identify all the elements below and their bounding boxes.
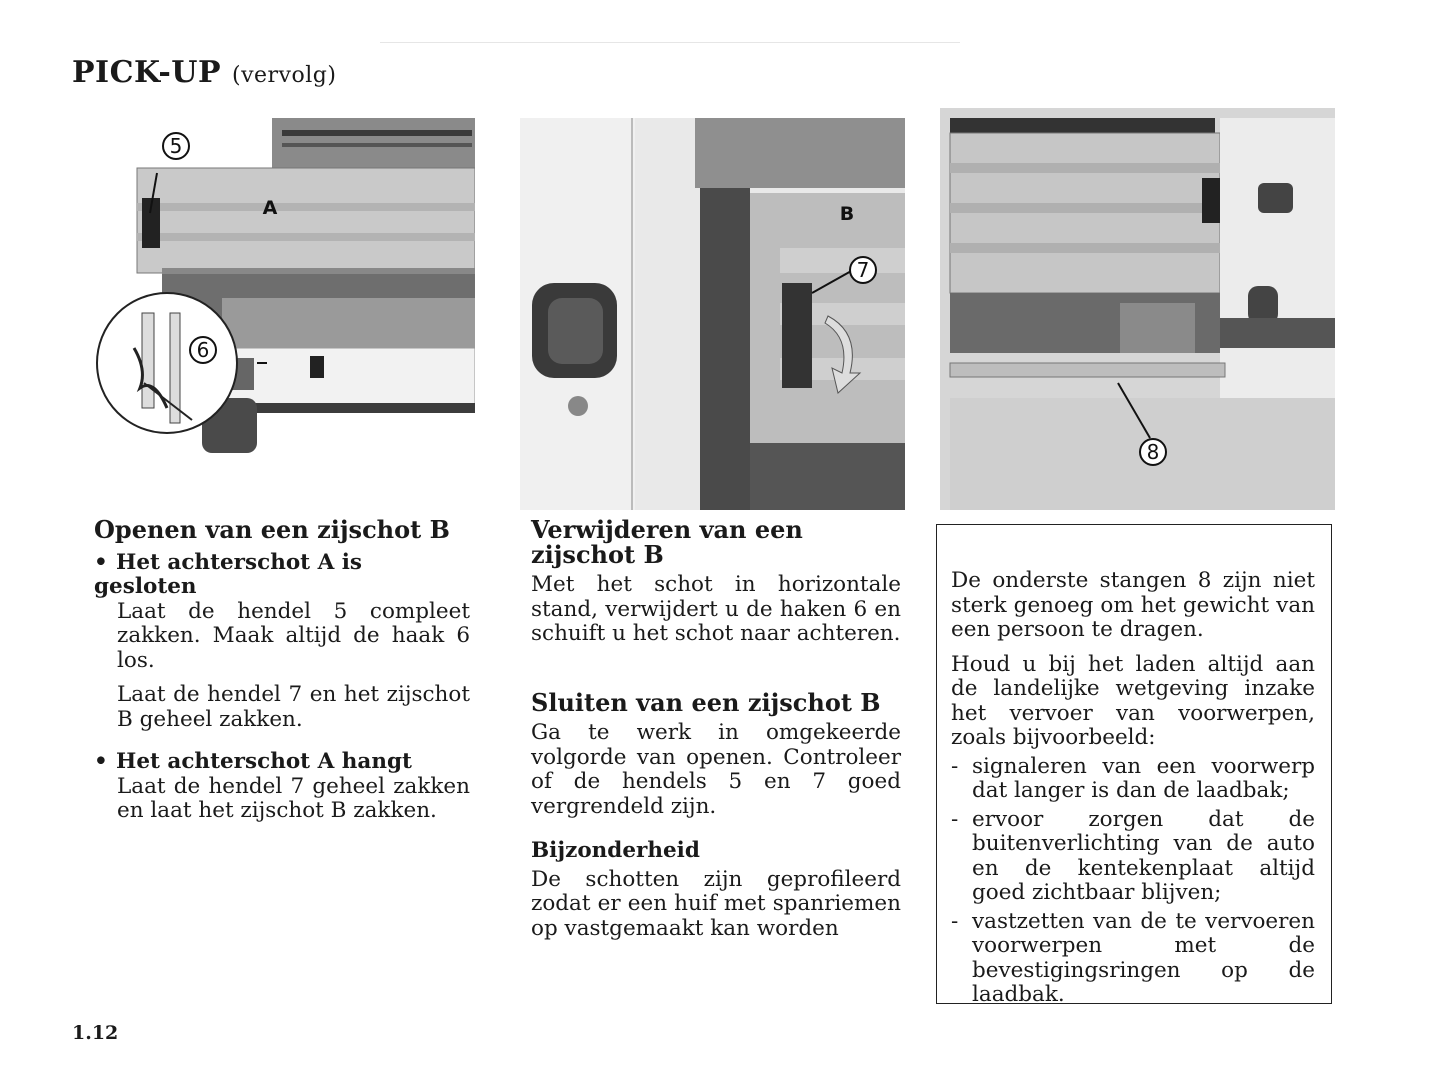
bullet-dot-icon: • bbox=[94, 549, 108, 575]
warning-paragraph-1: De onderste stangen 8 zijn niet sterk genoeg om het gewicht van een persoon te dragen. bbox=[951, 568, 1315, 642]
paragraph-sluiten: Ga te werk in omgekeerde volgorde van openen. Controleer of de hendels 5 en 7 goed vergrendeld zijn. bbox=[531, 720, 901, 819]
page-number: 1.12 bbox=[72, 1022, 119, 1044]
photo-lower-bars bbox=[940, 108, 1335, 510]
dash-icon: - bbox=[951, 908, 959, 934]
title-subtitle: (vervolg) bbox=[232, 63, 337, 88]
callout-7: 7 bbox=[856, 258, 870, 282]
paragraph-bijzonderheid: De schotten zijn geprofileerd zodat er een huif met spanriemen op vastgemaakt kan worden bbox=[531, 866, 901, 941]
dash-icon: - bbox=[951, 806, 959, 832]
callout-5: 5 bbox=[169, 134, 183, 158]
photo-rear-tailgate bbox=[72, 108, 475, 456]
bullet-dot-icon: • bbox=[94, 749, 108, 774]
bullet2-head: Het achterschot A hangt bbox=[116, 749, 412, 774]
bullet1-paragraph-1: Laat de hendel 5 compleet zakken. Maak altijd de haak 6 los. bbox=[117, 598, 470, 673]
paragraph-verwijderen: Met het schot in horizontale stand, verwijdert u de haken 6 en schuift u het schot naar achteren. bbox=[531, 572, 901, 646]
column-verwijderen bbox=[531, 515, 901, 941]
heading-openen: Openen van een zijschot B bbox=[94, 515, 450, 544]
heading-bijzonderheid: Bijzonderheid bbox=[531, 838, 700, 863]
photo-side-latch bbox=[520, 118, 905, 510]
callout-6: 6 bbox=[196, 338, 210, 362]
bullet-achterschot-gesloten bbox=[94, 551, 470, 600]
list-item: - vastzetten van de te vervoeren voorwerpen met de bevestigingsringen op de laadbak. bbox=[951, 908, 1315, 1007]
page-title bbox=[72, 55, 336, 90]
warning-paragraph-2: Houd u bij het laden altijd aan de landelijke wetgeving inzake het vervoer van voorwerpen, zoals bijvoorbeeld: bbox=[951, 651, 1315, 750]
warning-list bbox=[951, 755, 1315, 1008]
list-item: - ervoor zorgen dat de buitenverlichting van de auto en de kentekenplaat altijd goed zichtbaar blijven; bbox=[951, 806, 1315, 905]
header-rule bbox=[380, 42, 960, 43]
bullet1-paragraph-2: Laat de hendel 7 en het zijschot B geheel zakken. bbox=[117, 682, 470, 732]
bullet1-head: Het achterschot A is gesloten bbox=[94, 549, 363, 599]
callout-A: A bbox=[262, 197, 278, 219]
callout-B: B bbox=[839, 203, 855, 225]
heading-verwijderen: Verwijderen van een zijschot B bbox=[531, 515, 803, 569]
bullet2-paragraph-1: Laat de hendel 7 geheel zakken en laat het zijschot B zakken. bbox=[117, 773, 470, 823]
dash-icon: - bbox=[951, 753, 959, 779]
list-item: - signaleren van een voorwerp dat langer is dan de laadbak; bbox=[951, 753, 1315, 803]
title-main: PICK-UP bbox=[72, 55, 222, 90]
column-openen bbox=[94, 515, 470, 824]
bullet-achterschot-hangt bbox=[94, 750, 470, 775]
heading-sluiten: Sluiten van een zijschot B bbox=[531, 687, 881, 717]
warning-box bbox=[936, 524, 1332, 1007]
callout-8: 8 bbox=[1146, 440, 1160, 464]
